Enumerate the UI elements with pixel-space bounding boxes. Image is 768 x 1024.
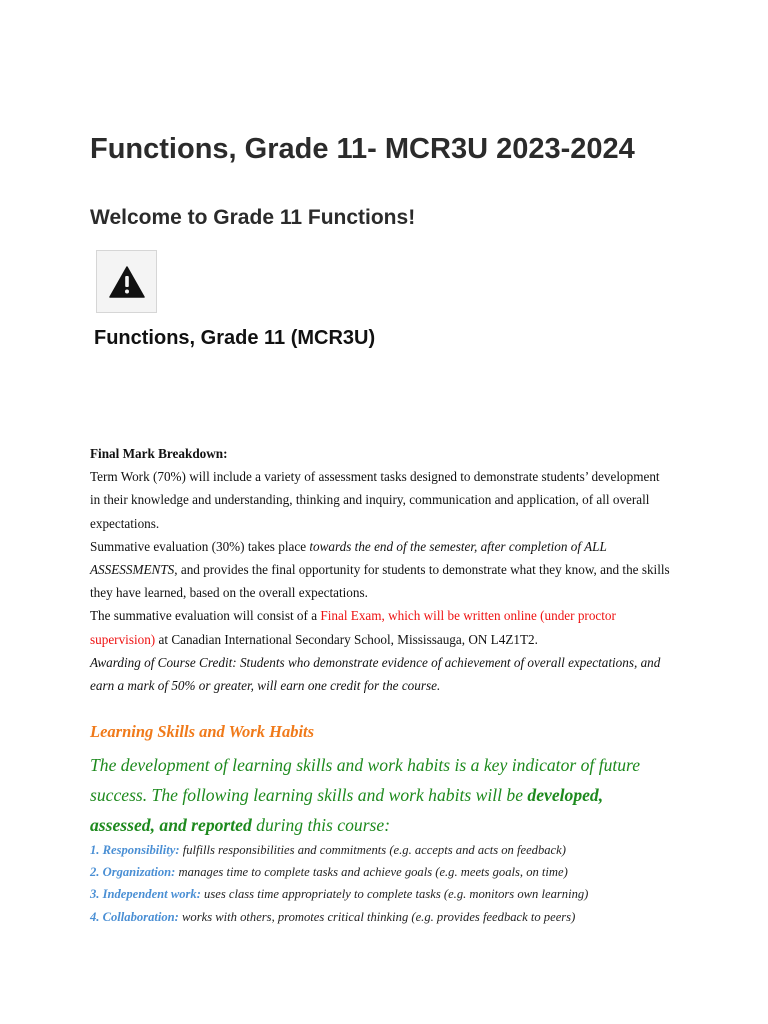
skill-description: uses class time appropriately to complete tasks (e.g. monitors own learning) — [200, 887, 589, 902]
exam-rest: at Canadian International Secondary School, Mississauga, ON L4Z1T2. — [155, 631, 538, 647]
exam-highlight: Final Exam, which will be written online (under proctor supervision) — [90, 608, 616, 647]
list-item — [90, 883, 690, 905]
exam-lead: The summative evaluation will consist of a — [90, 608, 321, 624]
learning-skills-list — [90, 839, 690, 928]
course-heading: Functions, Grade 11 (MCR3U) — [94, 327, 376, 349]
summative-italic: towards the end of the semester, after completion of ALL ASSESSMENTS — [90, 538, 607, 578]
list-item — [90, 839, 690, 861]
learning-skills-intro — [90, 750, 670, 840]
broken-image-placeholder — [96, 250, 157, 313]
warning-triangle-icon — [109, 266, 145, 298]
welcome-heading: Welcome to Grade 11 Functions! — [90, 206, 416, 229]
term-work-paragraph: Term Work (70%) will include a variety of assessment tasks designed to demonstrate students’ development in their knowledge and understanding, thinking and inquiry, communication and application, of all overall expectations. — [90, 469, 660, 531]
skill-name: 4. Collaboration: — [90, 909, 179, 924]
list-item — [90, 906, 690, 928]
exam-paragraph — [90, 604, 670, 650]
skill-name: 2. Organization: — [90, 865, 176, 880]
intro-rest: during this course: — [251, 815, 391, 835]
credit-paragraph: Awarding of Course Credit: Students who demonstrate evidence of achievement of overall expectations, and earn a mark of 50% or greater, will earn one credit for the course. — [90, 654, 661, 694]
skill-description: fulfills responsibilities and commitments (e.g. accepts and acts on feedback) — [179, 843, 566, 857]
list-item — [90, 861, 690, 883]
learning-skills-heading: Learning Skills and Work Habits — [90, 722, 315, 741]
intro-lead: The development of learning skills and work habits is a key indicator of future success. The following learning skills and work habits will be — [90, 755, 641, 805]
skill-name: 1. Responsibility: — [90, 843, 180, 857]
summative-rest: , and provides the final opportunity for students to demonstrate what they know, and the skills they have learned, based on the overall expectations. — [90, 562, 670, 601]
page-title: Functions, Grade 11- MCR3U 2023-2024 — [90, 133, 635, 165]
skill-description: manages time to complete tasks and achieve goals (e.g. meets goals, on time) — [175, 865, 568, 880]
final-mark-breakdown — [90, 442, 670, 697]
summative-lead: Summative evaluation (30%) takes place — [90, 538, 310, 554]
summative-paragraph — [90, 535, 670, 605]
skill-description: works with others, promotes critical thinking (e.g. provides feedback to peers) — [178, 909, 576, 924]
breakdown-heading: Final Mark Breakdown: — [90, 446, 228, 461]
skill-name: 3. Independent work: — [90, 887, 201, 902]
intro-bold: developed, assessed, and reported — [90, 785, 604, 835]
